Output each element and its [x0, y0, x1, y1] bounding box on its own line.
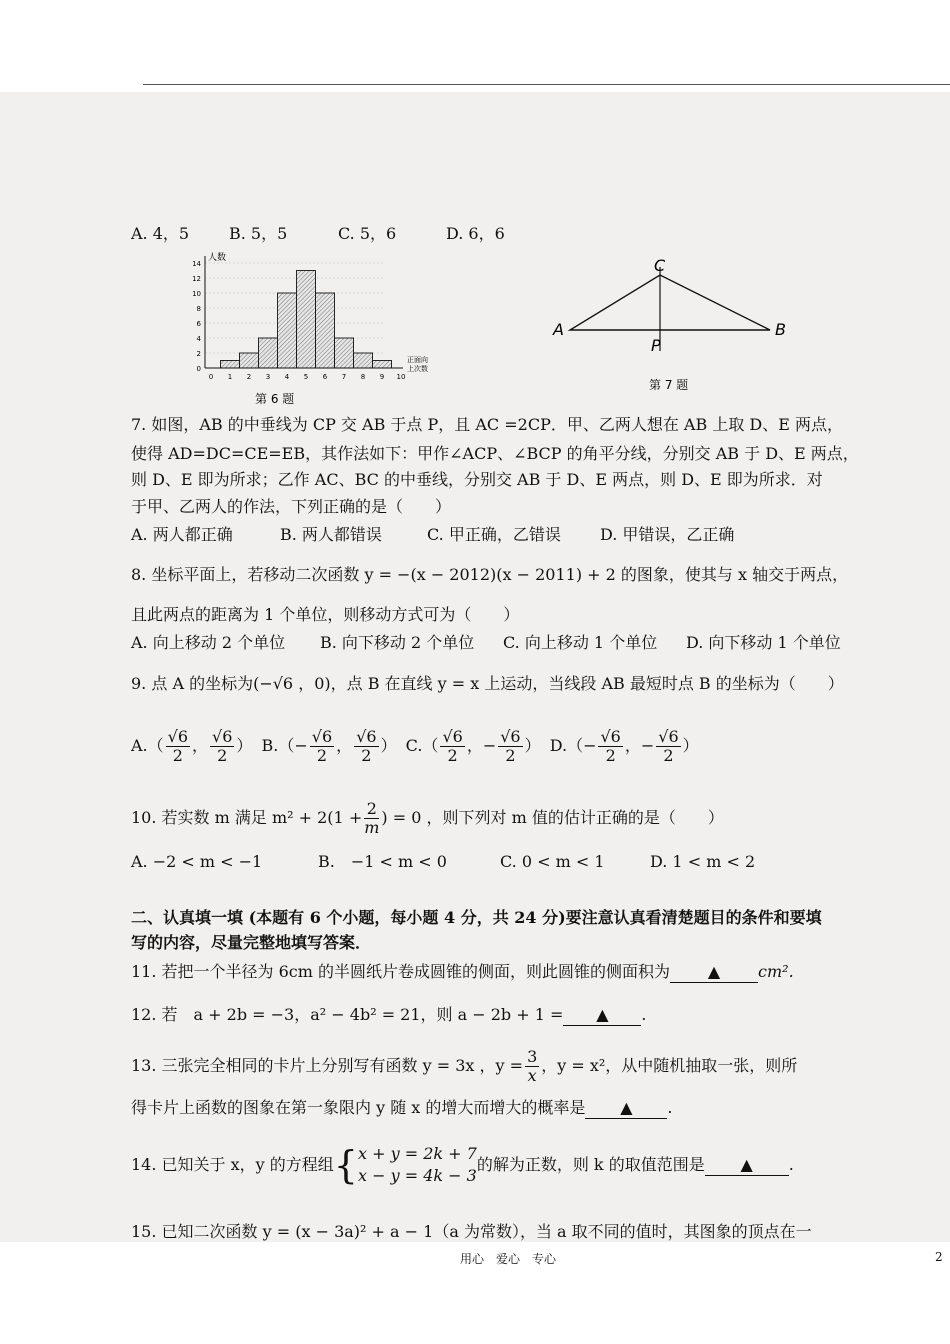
q7-option-c: C. 甲正确，乙错误: [427, 525, 561, 544]
footer-motto: 用心 爱心 专心: [460, 1252, 557, 1266]
triangle-abc: [570, 275, 770, 330]
section2-heading: 二、认真填一填 (本题有 6 个小题，每小题 4 分，共 24 分)要注意认真看清楚题目的条件和要填: [131, 908, 822, 927]
q10-option-c: C. 0 < m < 1: [500, 852, 605, 871]
q8-option-b: B. 向下移动 2 个单位: [320, 633, 475, 652]
q11-answer-blank[interactable]: ▲: [670, 962, 758, 983]
histogram-bar-7: [335, 338, 354, 368]
q10-option-d: D. 1 < m < 2: [650, 852, 756, 871]
q7-line1: 7. 如图，AB 的中垂线为 CP 交 AB 于点 P，且 AC =2CP．甲、乙两人想在 AB 上取 D、E 两点，: [131, 415, 843, 434]
q13-line1: 13. 三张完全相同的卡片上分别写有函数 y = 3x ，y = $\frac{3}{x}$ ，y = x²，从中随机抽取一张，则所: [131, 1047, 798, 1085]
label-b: B: [775, 320, 786, 339]
y-tick-label: 0: [196, 365, 201, 373]
q10-option-a: A. −2 < m < −1: [131, 852, 263, 871]
x-tick-label: 2: [246, 373, 252, 381]
q5-option-a: A. 4，5: [131, 224, 190, 243]
q11: 11. 若把一个半径为 6cm 的半圆纸片卷成圆锥的侧面，则此圆锥的侧面积为 ▲ cm².: [131, 962, 794, 981]
x-tick-label: 9: [379, 373, 385, 381]
q8-option-c: C. 向上移动 1 个单位: [503, 633, 658, 652]
q14-answer-blank[interactable]: ▲: [705, 1155, 789, 1176]
x-tick-label: 4: [284, 373, 290, 381]
q9-option-d: D.（− $\frac{√6}{2}$ ，− $\frac{√6}{2}$ ）: [549, 727, 699, 765]
x-tick-label: 3: [265, 373, 271, 381]
histogram-bar-1: [221, 361, 240, 369]
q5-option-d: D. 6，6: [446, 224, 505, 243]
x-tick-label: 5: [303, 373, 309, 381]
q8-option-a: A. 向上移动 2 个单位: [131, 633, 286, 652]
label-p: P: [651, 336, 661, 355]
q7-line4: 于甲、乙两人的作法，下列正确的是（ ）: [131, 497, 452, 516]
y-tick-label: 12: [192, 275, 201, 283]
q12-answer-blank[interactable]: ▲: [563, 1005, 641, 1026]
q9-option-c: C.（ $\frac{√6}{2}$ ，− $\frac{√6}{2}$ ）: [405, 727, 541, 765]
y-tick-label: 4: [196, 335, 201, 343]
q14: 14. 已知关于 x，y 的方程组{ x + y = 2k + 7 x − y = 4k − 3 的解为正数，则 k 的取值范围是 ▲ .: [131, 1143, 794, 1187]
y-tick-label: 6: [196, 320, 201, 328]
q8-option-d: D. 向下移动 1 个单位: [686, 633, 841, 652]
section2-heading-line2: 写的内容，尽量完整地填写答案．: [131, 933, 372, 952]
histogram-bar-9: [373, 361, 392, 369]
q5-option-b: B. 5，5: [229, 224, 288, 243]
x-tick-label: 6: [322, 373, 328, 381]
fig7-triangle: [545, 255, 805, 395]
q7-line2: 使得 AD=DC=CE=EB，其作法如下：甲作∠ACP、∠BCP 的角平分线，分别交 AB 于 D、E 两点，: [131, 444, 859, 463]
q13-line2: 得卡片上函数的图象在第一象限内 y 随 x 的增大而增大的概率是 ▲ .: [131, 1098, 673, 1117]
q7-option-a: A. 两人都正确: [131, 525, 233, 544]
q8-line2: 且此两点的距离为 1 个单位，则移动方式可为（ ）: [131, 605, 520, 624]
q9-options: [131, 728, 699, 765]
x-axis-label-line1: 正面向: [407, 356, 428, 364]
x-tick-label: 0: [208, 373, 214, 381]
brace: {: [333, 1143, 358, 1187]
fig6-caption: 第 6 题: [255, 392, 295, 406]
histogram-bar-2: [240, 353, 259, 368]
fig7-caption: 第 7 题: [649, 378, 689, 392]
q15-line1: 15. 已知二次函数 y = (x − 3a)² + a − 1（a 为常数），当 a 取不同的值时，其图象的顶点在一: [131, 1222, 812, 1241]
fig6-histogram: [175, 248, 450, 408]
x-tick-label: 7: [341, 373, 347, 381]
histogram-bar-8: [354, 353, 373, 368]
q10-stem: 10. 若实数 m 满足 m² + 2(1 + $\frac{2}{m}$ ) = 0 ，则下列对 m 值的估计正确的是（ ）: [131, 799, 724, 837]
q7-line3: 则 D、E 即为所求；乙作 AC、BC 的中垂线，分别交 AB 于 D、E 两点，则 D、E 即为所求．对: [131, 470, 823, 489]
q5-option-c: C. 5，6: [338, 224, 397, 243]
q7-option-d: D. 甲错误，乙正确: [600, 525, 735, 544]
x-axis-label-line2: 上次数: [407, 365, 428, 373]
q9-option-a: A.（ $\frac{√6}{2}$ ， $\frac{√6}{2}$ ）: [131, 727, 253, 765]
q9-stem: 9. 点 A 的坐标为(−√6 ，0)，点 B 在直线 y = x 上运动，当线段 AB 最短时点 B 的坐标为（ ）: [131, 674, 844, 693]
page-number: 2: [935, 1250, 943, 1264]
header-rule: [143, 84, 950, 85]
y-tick-label: 14: [192, 260, 201, 268]
q13-answer-blank[interactable]: ▲: [585, 1098, 667, 1119]
y-tick-label: 10: [192, 290, 201, 298]
histogram-bar-4: [278, 293, 297, 368]
q9-option-b: B.（− $\frac{√6}{2}$ ， $\frac{√6}{2}$ ）: [261, 727, 397, 765]
y-tick-label: 8: [196, 305, 201, 313]
label-c: C: [654, 256, 666, 275]
y-axis-label: 人数: [208, 253, 227, 263]
label-a: A: [553, 320, 564, 339]
equation-system: x + y = 2k + 7 x − y = 4k − 3: [357, 1144, 477, 1185]
histogram-bar-3: [259, 338, 278, 368]
q8-line1: 8. 坐标平面上，若移动二次函数 y = −(x − 2012)(x − 2011) + 2 的图象，使其与 x 轴交于两点，: [131, 565, 849, 584]
q7-option-b: B. 两人都错误: [280, 525, 382, 544]
q10-option-b: B. −1 < m < 0: [318, 852, 447, 871]
histogram-bar-5: [297, 271, 316, 369]
q12: 12. 若 a + 2b = −3，a² − 4b² = 21，则 a − 2b + 1 = ▲ .: [131, 1005, 647, 1024]
x-tick-label: 8: [360, 373, 366, 381]
x-tick-label: 1: [227, 373, 233, 381]
y-tick-label: 2: [196, 350, 201, 358]
x-tick-label: 10: [396, 373, 406, 381]
histogram-bar-6: [316, 293, 335, 368]
